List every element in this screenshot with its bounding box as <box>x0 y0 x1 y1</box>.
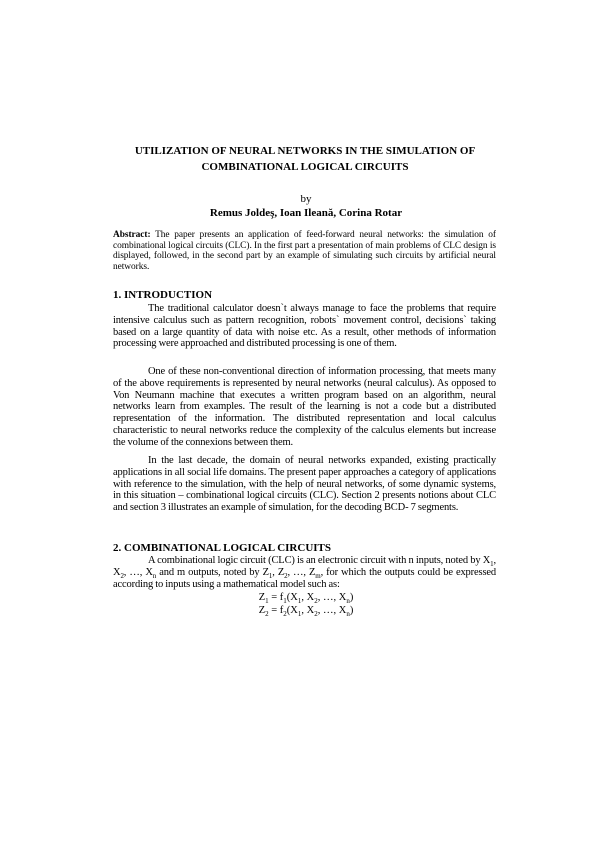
section-1-paragraph-1: The traditional calculator doesn`t always manage to face the problems that require intensive calculus such as pattern recognition, robots` movement control, decisions` taking based on a large quantity of data with noise etc. As a result, other methods of information processing were approached and distributed processing is one of them. <box>113 303 496 350</box>
abstract <box>113 230 496 272</box>
equation-z1: $Z_1 = f_1(X_1$, $X_2$, …, $X_n$) <box>258 592 354 606</box>
abstract-text: The paper presents an application of feed-forward neural networks: the simulation of combinational logical circuits (CLC). In the first part a presentation of main problems of CLC design is displayed, followed, in the second part by an example of simulating such circuits by artificial neural networks. <box>113 230 496 272</box>
section-1-paragraph-3: In the last decade, the domain of neural networks expanded, existing practically applications in all social life domains. The present paper approaches a category of applications with reference to the simulation, with the help of neural networks, of some dynamic systems, in this situation – combinational logical circuits (CLC). Section 2 presents notions about CLC and section 3 illustrates an example of simulation, for the decoding BCD- 7 segments. <box>113 455 496 514</box>
section-2-heading: 2. COMBINATIONAL LOGICAL CIRCUITS <box>113 542 332 554</box>
section-2-text-a: A combinational logic circuit (CLC) is an electronic circuit with n inputs, noted by X <box>148 555 491 566</box>
section-1-paragraph-2: One of these non-conventional direction of information processing, that meets many of the above requirements is represented by neural networks (neural calculus). As opposed to Von Neumann machine that executes a written program based on an algorithm, neural networks learn from examples. The result of the learning is not a code but a distributed representation of the information. The distributed representation and local calculus characteristic to neural networks reduce the complexity of the calculus elements but increase the volume of the connexions between them. <box>113 366 496 448</box>
by-line: by <box>300 193 312 205</box>
abstract-label: Abstract: <box>113 230 151 240</box>
paper-title: UTILIZATION OF NEURAL NETWORKS IN THE SIMULATION OF COMBINATIONAL LOGICAL CIRCUITS <box>134 145 476 173</box>
authors-line: Remus Joldeş, Ioan Ileană, Corina Rotar <box>209 207 403 219</box>
section-2-text-c: for which the outputs could be expressed according to inputs using a mathematical model such as: <box>113 566 497 590</box>
equation-z2: $Z_2 = f_2(X_1$, $X_2$, …, $X_n$) <box>258 605 354 619</box>
section-1-heading: 1. INTRODUCTION <box>113 289 213 301</box>
section-2-paragraph-1: A combinational logic circuit (CLC) is an electronic circuit with n inputs, noted by $X_1$, $X_2$, …, $X_n$ and m outputs, noted by $Z_1$, $Z_2$, …, $Z_m$, for which the outputs could be expressed according to inputs using a mathematical model such as: <box>113 555 497 590</box>
section-2-text-b: and m outputs, noted by Z <box>156 566 269 578</box>
